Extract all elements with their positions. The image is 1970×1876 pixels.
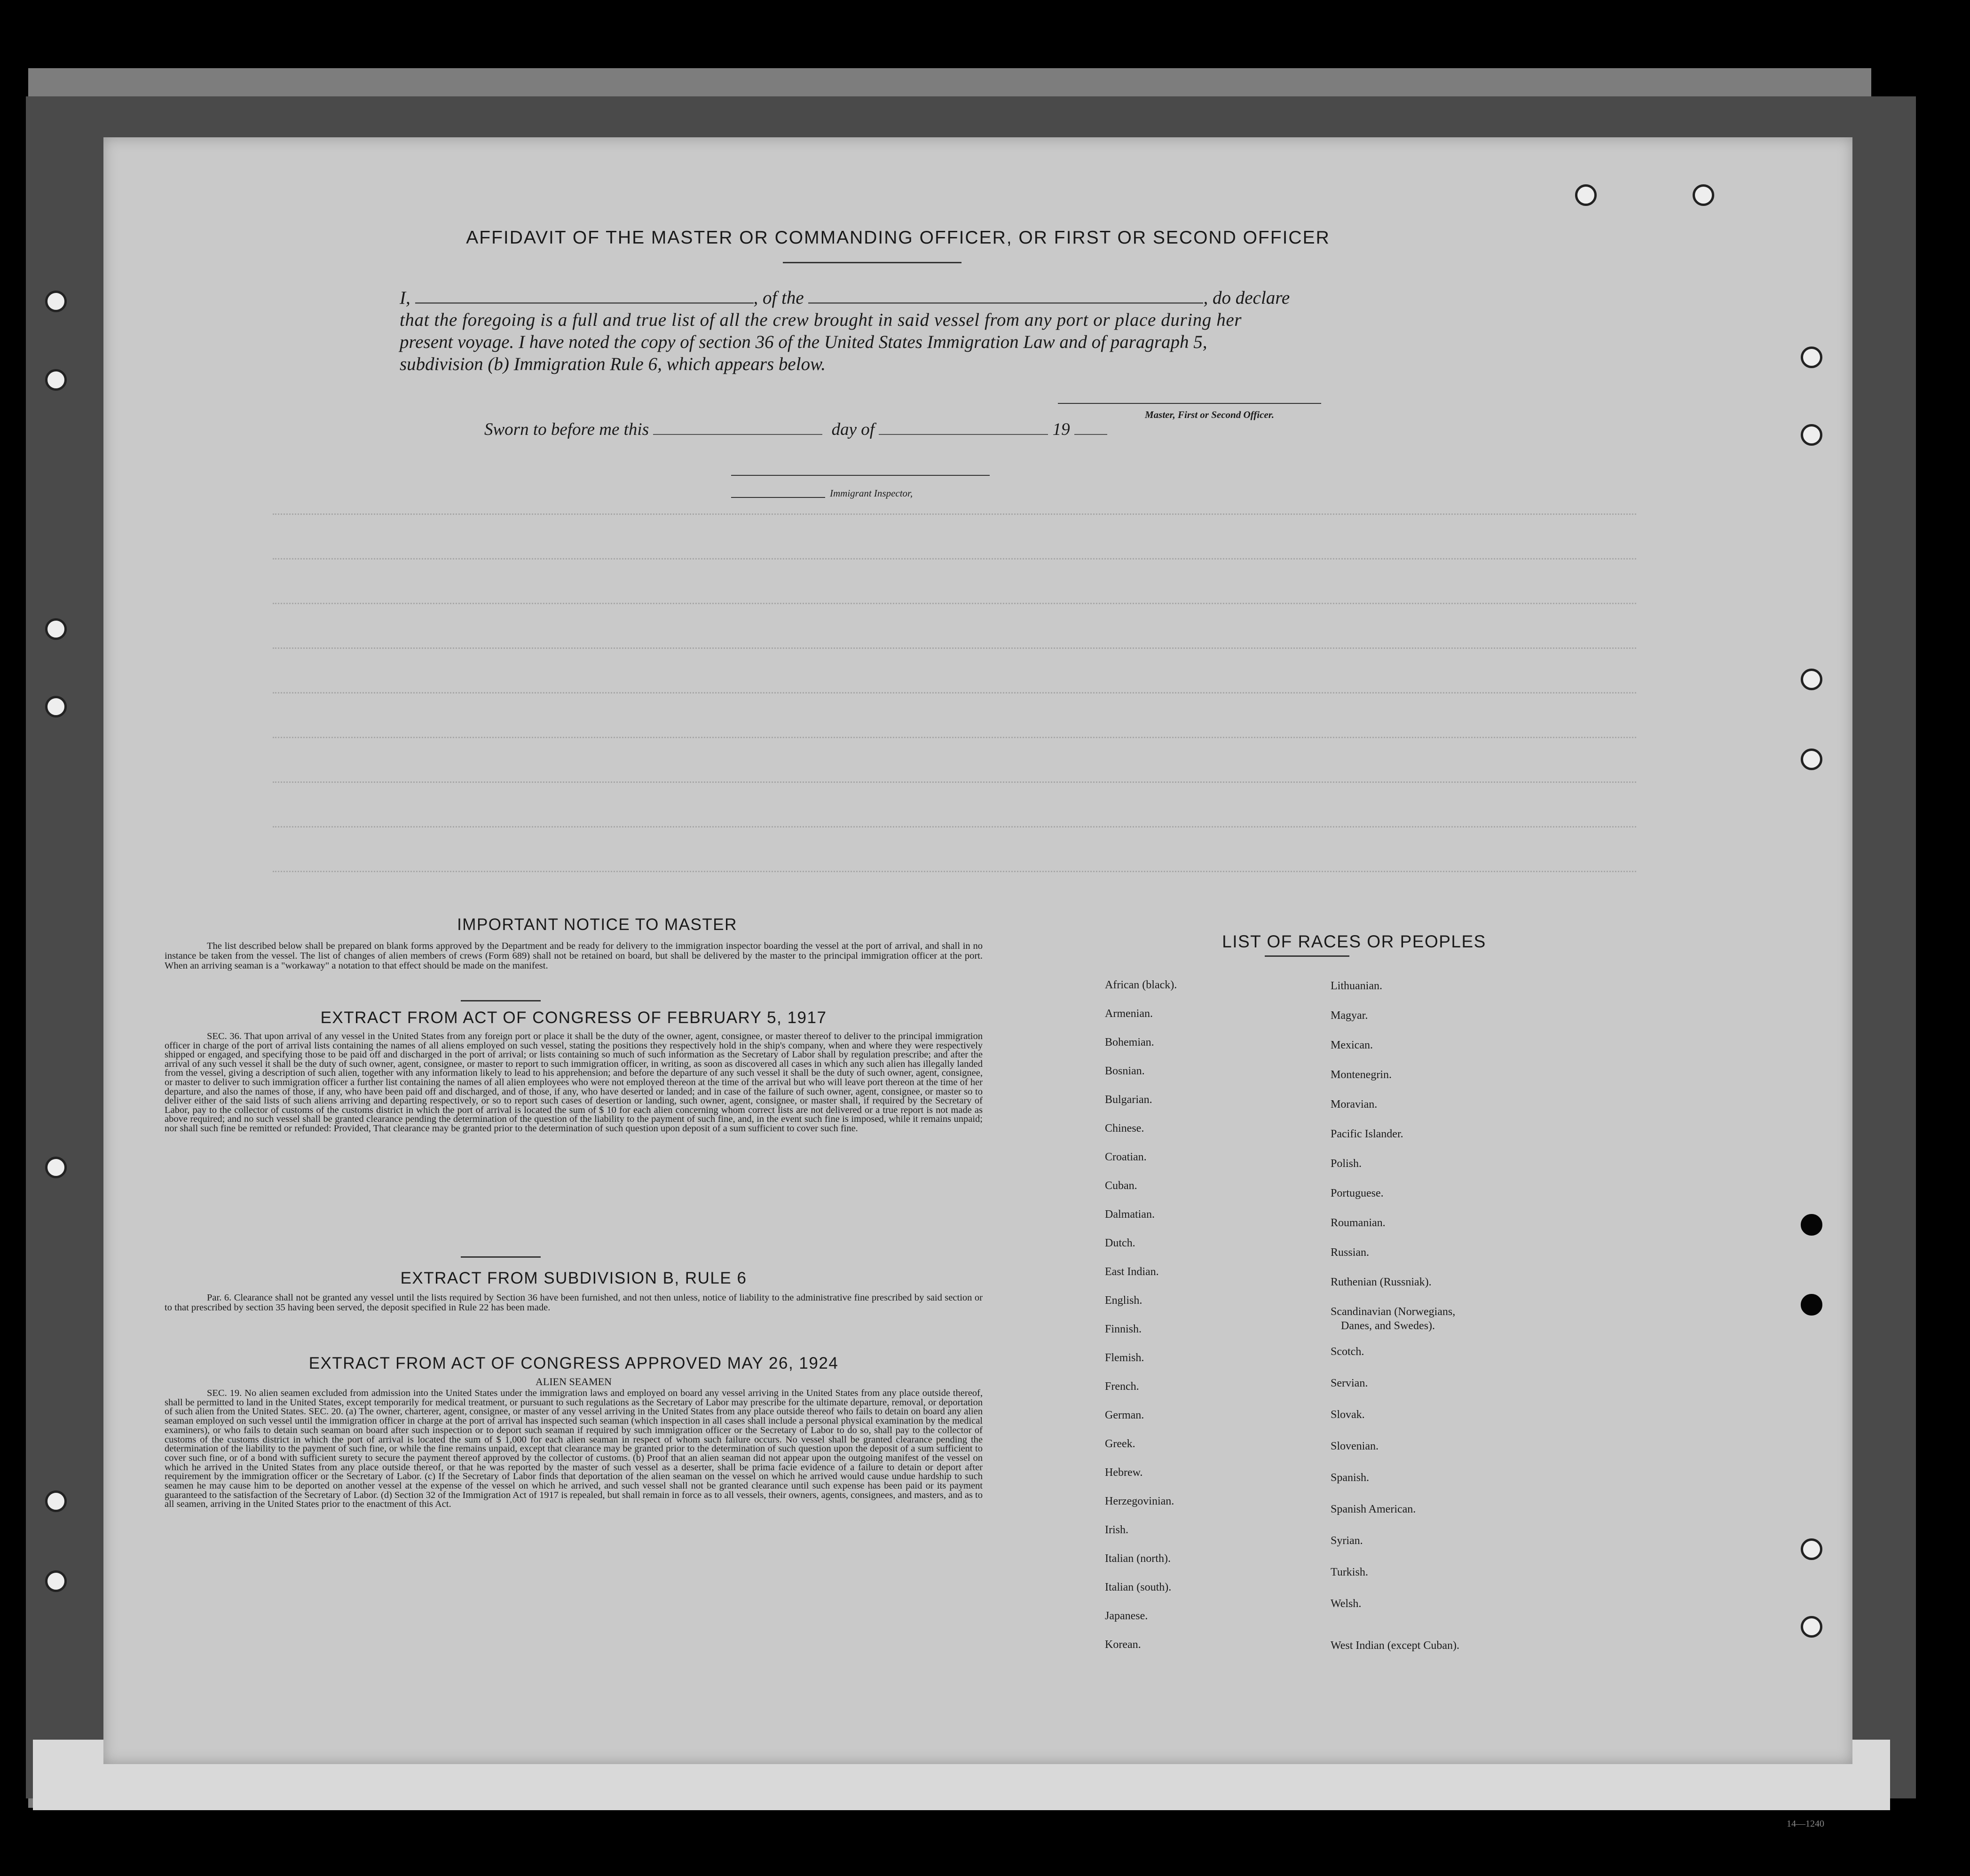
race-item: Japanese. <box>1105 1610 1148 1622</box>
binder-hole-icon <box>1801 424 1822 446</box>
race-item: Dutch. <box>1105 1237 1135 1249</box>
race-item: Scotch. <box>1331 1346 1364 1358</box>
race-item: Greek. <box>1105 1438 1135 1450</box>
race-item: Montenegrin. <box>1331 1069 1392 1081</box>
binder-hole-icon <box>1801 1214 1822 1236</box>
race-item: Italian (north). <box>1105 1553 1171 1565</box>
sworn-year-blank[interactable] <box>1074 434 1107 435</box>
race-item: Welsh. <box>1331 1598 1362 1610</box>
bleed-through-line <box>273 692 1636 694</box>
bleed-through-line <box>273 781 1636 783</box>
race-item: Irish. <box>1105 1524 1128 1536</box>
bleed-through-line <box>273 603 1636 605</box>
race-item: Turkish. <box>1331 1566 1368 1578</box>
sworn-line: Sworn to before me this day of 19 <box>484 419 1107 440</box>
bleed-through-line <box>273 558 1636 560</box>
binder-hole-icon <box>1801 347 1822 368</box>
race-item: Hebrew. <box>1105 1466 1143 1479</box>
race-item: Mexican. <box>1331 1039 1373 1051</box>
race-item: Dalmatian. <box>1105 1208 1155 1221</box>
binder-hole-icon <box>1801 1616 1822 1638</box>
binder-hole-icon <box>45 1157 67 1178</box>
section-divider <box>461 1000 541 1001</box>
extract-1917-title: EXTRACT FROM ACT OF CONGRESS OF FEBRUARY 5, 1917 <box>320 1009 827 1027</box>
affidavit-line-1: I, , of the , do declare <box>400 288 1290 308</box>
race-item: East Indian. <box>1105 1266 1159 1278</box>
race-item: African (black). <box>1105 979 1177 991</box>
binder-hole-icon <box>1575 184 1597 206</box>
race-item: Italian (south). <box>1105 1581 1172 1593</box>
inspector-label: Immigrant Inspector, <box>830 488 913 499</box>
bleed-through-line <box>273 826 1636 828</box>
race-item: Moravian. <box>1331 1098 1378 1111</box>
race-item: Danes, and Swedes). <box>1341 1320 1435 1332</box>
race-item: West Indian (except Cuban). <box>1331 1640 1459 1652</box>
master-signature-line[interactable] <box>1058 403 1321 404</box>
race-item: Pacific Islander. <box>1331 1128 1403 1140</box>
master-signature-label: Master, First or Second Officer. <box>1145 409 1274 420</box>
bleed-through-line <box>273 513 1636 515</box>
binder-hole-icon <box>45 291 67 312</box>
binder-hole-icon <box>1801 669 1822 690</box>
binder-hole-icon <box>45 618 67 640</box>
race-item: Korean. <box>1105 1639 1141 1651</box>
race-item: Roumanian. <box>1331 1217 1386 1229</box>
binder-hole-icon <box>1801 749 1822 770</box>
race-item: Magyar. <box>1331 1009 1368 1022</box>
race-item: Flemish. <box>1105 1352 1144 1364</box>
extract-1924-subtitle: ALIEN SEAMEN <box>536 1376 612 1387</box>
section-divider <box>461 1256 541 1258</box>
extract-1924-title: EXTRACT FROM ACT OF CONGRESS APPROVED MAY 26, 1924 <box>308 1354 839 1372</box>
race-item: Syrian. <box>1331 1535 1363 1547</box>
race-item: Bulgarian. <box>1105 1094 1152 1106</box>
binder-hole-icon <box>45 369 67 391</box>
bleed-through-line <box>273 871 1636 873</box>
race-item: Lithuanian. <box>1331 980 1382 992</box>
race-item: Russian. <box>1331 1246 1370 1259</box>
race-item: Cuban. <box>1105 1180 1137 1192</box>
race-item: Armenian. <box>1105 1008 1153 1020</box>
notice-text: The list described below shall be prepared on blank forms approved by the Department and be ready for delivery to the immigration inspector boarding the vessel at the port of arrival, and shall in no instance be taken from the vessel. The list of changes of alien members of crews (Form 689) shall not be retained on board, but shall be delivered by the master to the principal immigration officer at the port. When an arriving seaman is a "workaway" a notation to that effect should be made on the manifest. <box>165 941 983 971</box>
inspector-underline <box>731 497 825 498</box>
form-number: 14—1240 <box>1787 1819 1824 1829</box>
bleed-through-line <box>273 647 1636 649</box>
race-item: Bohemian. <box>1105 1036 1154 1048</box>
race-item: Ruthenian (Russniak). <box>1331 1276 1432 1288</box>
race-item: Slovenian. <box>1331 1440 1379 1452</box>
sworn-day-blank[interactable] <box>653 434 822 435</box>
name-blank[interactable] <box>415 302 754 304</box>
bleed-through-line <box>273 737 1636 739</box>
binder-hole-icon <box>45 1570 67 1592</box>
race-item: Bosnian. <box>1105 1065 1145 1077</box>
race-item: Herzegovinian. <box>1105 1495 1174 1507</box>
affidavit-text <box>400 287 1434 375</box>
race-item: Slovak. <box>1331 1409 1365 1421</box>
race-item: Spanish. <box>1331 1472 1370 1484</box>
extract-1924-text: SEC. 19. No alien seamen excluded from admission into the United States under the immigration laws and employed on board any vessel arriving in the United States from any place outside thereof, shall be permitted to land in the United States, except temporarily for medical treatment, or pursuant to such regulations as the Secretary of Labor may prescribe for the ultimate departure, removal, or deportation of such alien from the United States. SEC. 20. (a) The owner, charterer, agent, consignee, or master of any vessel arriving in the United States from any place outside thereof who fails to detain on board any alien seaman employed on such vessel until the immigration officer in charge at the port of arrival has inspected such seaman (which inspection in all cases shall include a personal physical examination by the medical examiners), or who fails to detain such seaman on board after such inspection or to deport such seaman if required by such immigration officer or the Secretary of Labor to do so, shall pay to the collector of customs of the customs district in which the port of arrival is located the sum of $ 1,000 for each alien seaman in respect of whom such failure occurs. No vessel shall be granted clearance pending the determination of the liability to the payment of such fine, or while the fine remains unpaid, except that clearance may be granted prior to the determination of such question upon the deposit of a sum sufficient to cover such fine, or of a bond with sufficient surety to secure the payment thereof approved by the collector of customs. (b) Proof that an alien seaman did not appear upon the outgoing manifest of the vessel on which he arrived in the United States from any place outside thereof, or that he was reported by the master of such vessel as a deserter, shall be prima facie evidence of a failure to detain or deport after requirement by the immigration officer or the Secretary of Labor. (c) If the Secretary of Labor finds that deportation of the alien seaman on the vessel on which he arrived would cause undue hardship to such seamen he may cause him to be deported on another vessel at the expense of the vessel on which he arrived, and such vessel shall not be granted clearance until such expense has been paid or its payment guaranteed to the satisfaction of the Secretary of Labor. (d) Section 32 of the Immigration Act of 1917 is repealed, but shall remain in force as to all vessels, their owners, agents, consignees, and masters, and as to all seamen, arriving in the United States prior to the enactment of this Act. <box>165 1388 983 1510</box>
affidavit-line-4: subdivision (b) Immigration Rule 6, which appears below. <box>400 354 826 374</box>
sworn-month-blank[interactable] <box>879 434 1048 435</box>
affidavit-line-3: present voyage. I have noted the copy of section 36 of the United States Immigration Law and of paragraph 5, <box>400 332 1207 352</box>
notice-title: IMPORTANT NOTICE TO MASTER <box>457 915 737 934</box>
race-item: French. <box>1105 1380 1139 1393</box>
binder-hole-icon <box>1693 184 1714 206</box>
extract-1917-text: SEC. 36. That upon arrival of any vessel in the United States from any foreign port or place it shall be the duty of the owner, agent, consignee, or master thereof to deliver to the principal immigration officer in charge of the port of arrival lists containing the names of all aliens employed on such vessel, stating the positions they respectively hold in the ship's company, when and where they were respectively shipped or engaged, and specifying those to be paid off and discharged in the port of arrival; or lists containing so much of such information as the Secretary of Labor shall by regulation prescribe; and after the arrival of any such vessel it shall be the duty of such owner, agent, consignee, or master to report to such immigration officer, in writing, as soon as discovered all cases in which any such alien has illegally landed from the vessel, giving a description of such alien, together with any information likely to lead to his apprehension; and before the departure of any such vessel it shall be the duty of such owner, agent, consignee, or master to deliver to such immigration officer a further list containing the names of all alien employees who were not employed thereon at the time of the arrival but who will leave port thereon at the time of her departure, and also the names of those, if any, who have been paid off and discharged, and of those, if any, who have deserted or landed; and in case of the failure of such owner, agent, consignee, or master so to deliver either of the said lists of such aliens arriving and departing respectively, or so to report such cases of desertion or landing, such owner, agent, consignee, or master shall, if required by the Secretary of Labor, pay to the collector of customs of the customs district in which the port of arrival is located the sum of $ 10 for each alien concerning whom correct lists are not delivered or a true report is not made as above required; and no such vessel shall be granted clearance pending the determination of the question of the liability to the payment of such fine, and, in the event such fine is imposed, while it remains unpaid; nor shall such fine be remitted or refunded: Provided, That clearance may be granted prior to the determination of such question upon deposit of a sum sufficient to cover such fine. <box>165 1031 983 1134</box>
binder-hole-icon <box>1801 1294 1822 1316</box>
document-sheet <box>103 137 1852 1764</box>
race-item: Scandinavian (Norwegians, <box>1331 1306 1456 1318</box>
races-title: LIST OF RACES OR PEOPLES <box>1222 932 1486 951</box>
rule6-title: EXTRACT FROM SUBDIVISION B, RULE 6 <box>400 1269 747 1287</box>
race-item: Chinese. <box>1105 1122 1144 1135</box>
binder-hole-icon <box>1801 1538 1822 1560</box>
race-item: Servian. <box>1331 1377 1368 1389</box>
race-item: German. <box>1105 1409 1144 1421</box>
rule6-text: Par. 6. Clearance shall not be granted any vessel until the lists required by Section 36 have been furnished, and not then unless, notice of liability to the administrative fine prescribed by said section or to that prescribed by section 35 having been served, the deposit specified in Rule 22 has been made. <box>165 1293 983 1313</box>
race-item: English. <box>1105 1294 1143 1307</box>
race-item: Finnish. <box>1105 1323 1142 1335</box>
affidavit-line-2: that the foregoing is a full and true list of all the crew brought in said vessel from any port or place during her <box>400 310 1242 330</box>
race-item: Spanish American. <box>1331 1503 1416 1515</box>
affidavit-title: AFFIDAVIT OF THE MASTER OR COMMANDING OFFICER, OR FIRST OR SECOND OFFICER <box>466 228 1330 248</box>
race-item: Croatian. <box>1105 1151 1147 1163</box>
binder-hole-icon <box>45 1490 67 1512</box>
race-item: Portuguese. <box>1331 1187 1384 1199</box>
binder-hole-icon <box>45 696 67 717</box>
races-title-divider <box>1265 955 1349 957</box>
vessel-blank[interactable] <box>808 302 1203 304</box>
race-item: Polish. <box>1331 1158 1362 1170</box>
inspector-signature-line[interactable] <box>731 475 990 476</box>
title-divider <box>783 262 961 263</box>
